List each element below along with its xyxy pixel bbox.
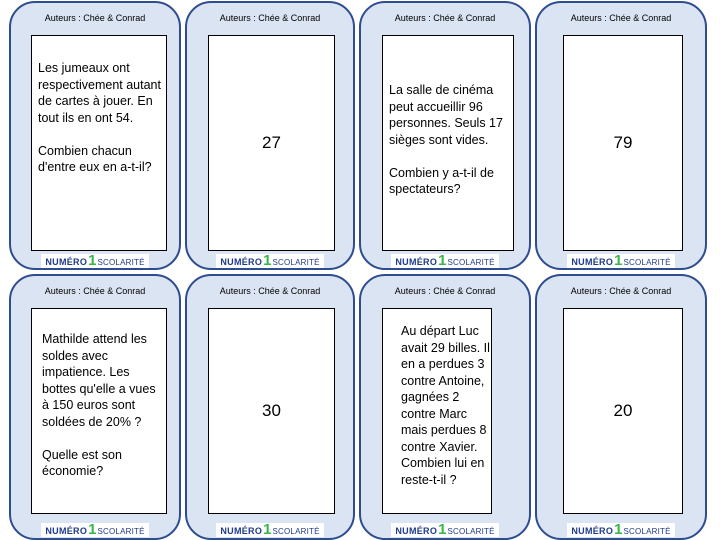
card-text-box	[563, 308, 683, 514]
card-text-box	[382, 35, 514, 251]
numero1-scolarite-logo: NUMÉRO 1 SCOLARITÉ	[11, 254, 179, 268]
card-question-text: Mathilde attend les soldes avec impatience. Les bottes qu'elle a vues à 150 euros sont soldées de 20% ? Quelle est son économie?	[42, 332, 156, 478]
card-author: Auteurs : Chée & Conrad	[394, 286, 496, 296]
card-question-text: Au départ Luc avait 29 billes. Il en a perdues 3 contre Antoine, gagnées 2 contre Marc mais perdues 8 contre Xavier. Combien lui en reste-t-il ?	[401, 324, 490, 487]
card-text-box	[563, 35, 683, 251]
card-author: Auteurs : Chée & Conrad	[219, 286, 321, 296]
numero1-scolarite-logo: NUMÉRO 1 SCOLARITÉ	[187, 523, 353, 537]
card-text-box	[31, 35, 167, 251]
card-author: Auteurs : Chée & Conrad	[219, 13, 321, 23]
numero1-scolarite-logo: NUMÉRO 1 SCOLARITÉ	[361, 254, 529, 268]
card-4-answer	[535, 1, 707, 270]
card-author: Auteurs : Chée & Conrad	[44, 13, 146, 23]
numero1-scolarite-logo: NUMÉRO 1 SCOLARITÉ	[361, 523, 529, 537]
card-6-answer	[185, 274, 355, 540]
card-8-answer	[535, 274, 707, 540]
card-author: Auteurs : Chée & Conrad	[570, 286, 672, 296]
card-text-box	[382, 308, 492, 514]
numero1-scolarite-logo: NUMÉRO 1 SCOLARITÉ	[537, 254, 705, 268]
card-answer-text: 27	[262, 133, 281, 152]
card-1-question	[9, 1, 181, 270]
card-author: Auteurs : Chée & Conrad	[394, 13, 496, 23]
card-3-question	[359, 1, 531, 270]
numero1-scolarite-logo: NUMÉRO 1 SCOLARITÉ	[11, 523, 179, 537]
numero1-scolarite-logo: NUMÉRO 1 SCOLARITÉ	[187, 254, 353, 268]
numero1-scolarite-logo: NUMÉRO 1 SCOLARITÉ	[537, 523, 705, 537]
card-2-answer	[185, 1, 355, 270]
card-answer-text: 20	[613, 401, 633, 420]
card-5-question	[9, 274, 181, 540]
card-text-box	[208, 35, 335, 251]
card-text-box	[31, 308, 167, 514]
card-author: Auteurs : Chée & Conrad	[570, 13, 672, 23]
card-text-box	[208, 308, 335, 514]
card-author: Auteurs : Chée & Conrad	[44, 286, 146, 296]
card-question-text: Les jumeaux ont respectivement autant de cartes à jouer. En tout ils en ont 54. Combien chacun d'entre eux en a-t-il?	[38, 61, 161, 174]
card-question-text: La salle de cinéma peut accueillir 96 personnes. Seuls 17 sièges sont vides. Combien y a-t-il de spectateurs?	[389, 83, 503, 196]
card-answer-text: 30	[262, 401, 281, 420]
card-answer-text: 79	[613, 133, 633, 152]
card-7-question	[359, 274, 531, 540]
